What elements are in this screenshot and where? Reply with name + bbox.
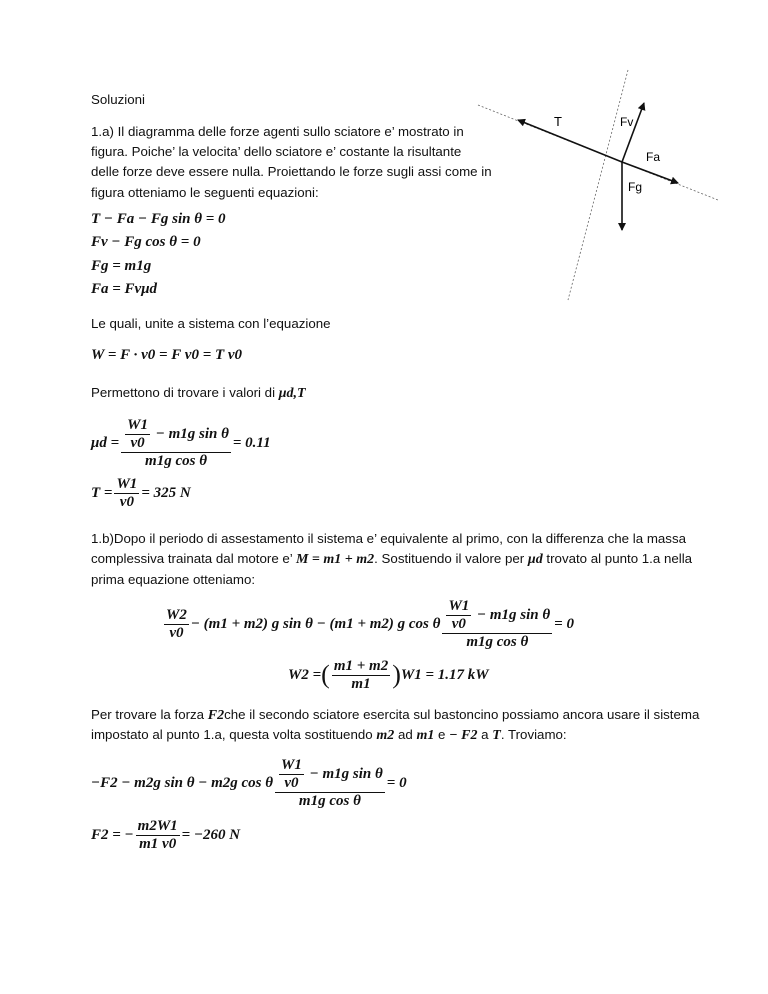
t-lhs: T = [91, 485, 113, 501]
equation-4: Fa = Fvμd [91, 281, 158, 297]
paragraph-line [91, 549, 692, 570]
f2-result-equation [91, 814, 240, 856]
right-paren: ) [392, 660, 401, 689]
paragraph-text: Per trovare la forza [91, 707, 205, 722]
w1: W1 [281, 756, 302, 773]
paragraph-text: ad [397, 727, 413, 742]
v0: v0 [130, 434, 145, 451]
inner-fraction [446, 598, 471, 633]
label-t: T [554, 114, 562, 129]
f2-lhs: −F2 − m2g sin θ − m2g cos θ [91, 775, 274, 791]
paragraph-line: figura. Poiche’ la velocita’ dello sciatore e’ costante la risultante [91, 144, 462, 159]
paragraph-line [91, 705, 699, 726]
w2-lhs: W2 = [288, 667, 322, 683]
fraction-numerator [442, 598, 552, 634]
fraction-denominator: m1g cos θ [298, 792, 361, 809]
paragraph-line [91, 383, 306, 404]
inline-math: μd,T [278, 386, 306, 401]
m1-v0: m1 v0 [139, 835, 177, 852]
inline-math: F2 [207, 708, 225, 723]
paragraph-line: 1.b)Dopo il periodo di assestamento il sistema e’ equivalente al primo, con la differenza che la massa [91, 531, 686, 546]
mu-result-equation [91, 414, 271, 472]
normal-force-arrow [622, 103, 644, 162]
w2-equation [162, 594, 574, 654]
f2-fraction [136, 818, 180, 853]
w2-equals-zero: = 0 [554, 616, 574, 632]
left-paren: ( [321, 660, 330, 689]
v0: v0 [284, 774, 299, 791]
m1: m1 [351, 675, 371, 692]
paragraph-line: prima equazione otteniamo: [91, 572, 256, 587]
mass-ratio-fraction [332, 658, 390, 693]
paragraph-text: e [438, 727, 446, 742]
label-fv: Fv [620, 115, 634, 129]
section-title: Soluzioni [91, 92, 145, 107]
w2-result-equation [288, 654, 489, 696]
mu-fraction [275, 757, 385, 810]
paragraph-line [91, 725, 567, 746]
tension-arrow [518, 120, 622, 162]
inline-math: m2 [376, 728, 395, 743]
paragraph-text: che il secondo sciatore esercita sul bastoncino possiamo ancora usare il sistema [224, 707, 700, 722]
slope-axis [568, 70, 628, 300]
paragraph-text: complessiva trainata dal motore e’ [91, 551, 293, 566]
mu-value: = 0.11 [232, 435, 271, 451]
paragraph-text: . Sostituendo il valore per [374, 551, 525, 566]
paragraph-line: delle forze deve essere nulla. Proiettando le forze sugli assi come in [91, 164, 492, 179]
v0: v0 [169, 624, 184, 641]
t-fraction [114, 476, 139, 511]
v0: v0 [119, 493, 134, 510]
fraction-numerator [275, 757, 385, 793]
m2-w1: m2W1 [137, 817, 178, 834]
numerator-rest: − m1g sin θ [309, 765, 383, 782]
w2-v0-fraction [164, 607, 189, 642]
inline-math: μd [527, 552, 543, 567]
equation-2: Fv − Fg cos θ = 0 [91, 234, 201, 250]
f2-equals-zero: = 0 [386, 775, 407, 791]
equation-3: Fg = m1g [91, 258, 152, 274]
w2: W2 [166, 606, 187, 623]
f2-equation [91, 752, 407, 814]
fraction-denominator: m1g cos θ [145, 452, 207, 469]
numerator-rest: − m1g sin θ [477, 606, 551, 623]
inline-math: T [492, 728, 501, 743]
force-diagram [470, 60, 730, 310]
mu-fraction [121, 417, 231, 470]
paragraph-text: impostato al punto 1.a, questa volta sostituendo [91, 727, 373, 742]
paragraph-line: 1.a) Il diagramma delle forze agenti sullo sciatore e’ mostrato in [91, 124, 464, 139]
paragraph-text: a [481, 727, 489, 742]
v0: v0 [451, 615, 466, 632]
w1: W1 [448, 597, 470, 614]
paragraph-text: Permettono di trovare i valori di [91, 385, 276, 400]
paragraph-line: Le quali, unite a sistema con l’equazione [91, 316, 331, 331]
w1: W1 [116, 475, 138, 492]
fraction-denominator: m1g cos θ [466, 633, 529, 650]
w2-value: W1 = 1.17 kW [400, 667, 489, 683]
label-fg: Fg [628, 180, 643, 194]
mu-fraction [442, 598, 552, 651]
fraction-numerator [121, 417, 231, 453]
equation-1: T − Fa − Fg sin θ = 0 [91, 211, 226, 227]
inline-math: M = m1 + m2 [295, 552, 375, 567]
t-value: = 325 N [141, 485, 191, 501]
paragraph-line: figura otteniamo le seguenti equazioni: [91, 185, 319, 200]
w1: W1 [127, 416, 148, 433]
inline-math: m1 [416, 728, 435, 743]
mu-lhs: μd = [91, 435, 120, 451]
label-fa: Fa [646, 150, 661, 164]
inner-fraction [279, 757, 304, 792]
paragraph-text: trovato al punto 1.a nella [546, 551, 693, 566]
m1-plus-m2: m1 + m2 [333, 657, 389, 674]
numerator-rest: − m1g sin θ [155, 425, 229, 442]
inline-math: − F2 [449, 728, 478, 743]
f2-value: = −260 N [181, 827, 241, 843]
inner-fraction [125, 417, 150, 452]
w2-middle: − (m1 + m2) g sin θ − (m1 + m2) g cos θ [190, 616, 441, 632]
t-result-equation [91, 474, 191, 512]
paragraph-text: . Troviamo: [500, 727, 567, 742]
f2-res-lhs: F2 = − [91, 827, 134, 843]
work-equation: W = F · v0 = F v0 = T v0 [91, 347, 243, 363]
